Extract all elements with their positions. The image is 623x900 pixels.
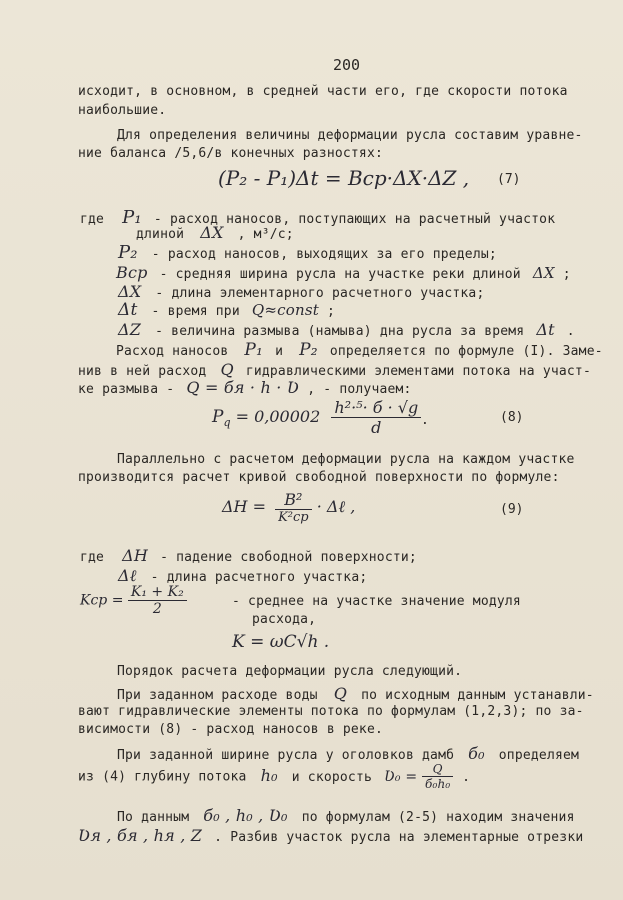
where-line: Bср - средняя ширина русла на участке реки длиной ΔX ; [116, 263, 571, 282]
equation-8-dot: . [421, 413, 429, 428]
text-line: При заданном расходе воды Q по исходным данным устанавли- [117, 684, 594, 703]
kcp-formula: Kср = $\frac{\text{K₁ + K₂}}{2}$ [80, 584, 187, 617]
text-line: Расход наносов P₁ и P₂ определяется по формуле (I). Заме- [116, 340, 603, 360]
text-line: Для определения величины деформации русла составим уравне- [117, 128, 583, 143]
text-line: Параллельно с расчетом деформации русла на каждом участке [117, 452, 575, 467]
where-line: длиной ΔX , м³/с; [136, 223, 294, 242]
text-line: производится расчет кривой свободной поверхности по формуле: [78, 470, 560, 485]
where-line: ΔX - длина элементарного расчетного участка; [118, 282, 485, 301]
where-line: P₂ - расход наносов, выходящих за его пределы; [118, 242, 497, 263]
text-line: Ʋя , бя , hя , Z . Разбив участок русла на элементарные отрезки [78, 826, 584, 845]
text-line: наибольшие. [78, 103, 167, 118]
where-line: где P₁ - расход наносов, поступающих на расчетный участок [80, 207, 556, 228]
text-line: нив в ней расход Q гидравлическими элементами потока на участ- [78, 360, 591, 379]
equation-8: $P_q = 0,00002$ $\frac{\text{h²·⁵· б · √g}}{d}$ [212, 398, 421, 437]
text-line: висимости (8) - расход наносов в реке. [78, 722, 384, 737]
where-line: Δℓ - длина расчетного участка; [118, 566, 368, 585]
where-line: ΔZ - величина размыва (намыва) дна русла за время Δt . [118, 320, 575, 339]
equation-9: ΔH = $\frac{\text{B²}}{\text{K²ср}}$ · Δℓ , [222, 490, 356, 525]
text-line: из (4) глубину потока h₀ и скорость Ʋ₀ = $\frac{Q}{\text{б₀h₀}}$ . [78, 762, 471, 791]
where-line: - среднее на участке значение модуля [232, 594, 521, 609]
text-line: вают гидравлические элементы потока по формулам (1,2,3); по за- [78, 704, 584, 719]
text-line: Порядок расчета деформации русла следующий. [117, 664, 463, 679]
page-number: 200 [333, 56, 361, 74]
text-line: исходит, в основном, в средней части его, где скорости потока [78, 84, 568, 99]
text-line: При заданной ширине русла у оголовков дамб б₀ определяем [117, 744, 580, 763]
equation-7: (P₂ - P₁)Δt = Bср·ΔX·ΔZ , [218, 166, 470, 190]
where-line: Δt - время при Q≈const ; [118, 300, 336, 320]
where-line: расхода, [252, 612, 317, 627]
equation-9-number: (9) [500, 502, 524, 517]
equation-8-number: (8) [500, 410, 524, 425]
text-line: По данным б₀ , h₀ , Ʋ₀ по формулам (2-5) находим значения [117, 806, 575, 825]
k-definition: K = ωC√h . [232, 632, 330, 652]
where-line: где ΔH - падение свободной поверхности; [80, 546, 417, 565]
text-line: ке размыва - Q = бя · h · Ʋ , - получаем: [78, 378, 412, 397]
v0-formula: Ʋ₀ = $\frac{Q}{\text{б₀h₀}}$ [384, 769, 458, 785]
text-line: ние баланса /5,6/в конечных разностях: [78, 146, 384, 161]
equation-7-number: (7) [497, 172, 521, 187]
